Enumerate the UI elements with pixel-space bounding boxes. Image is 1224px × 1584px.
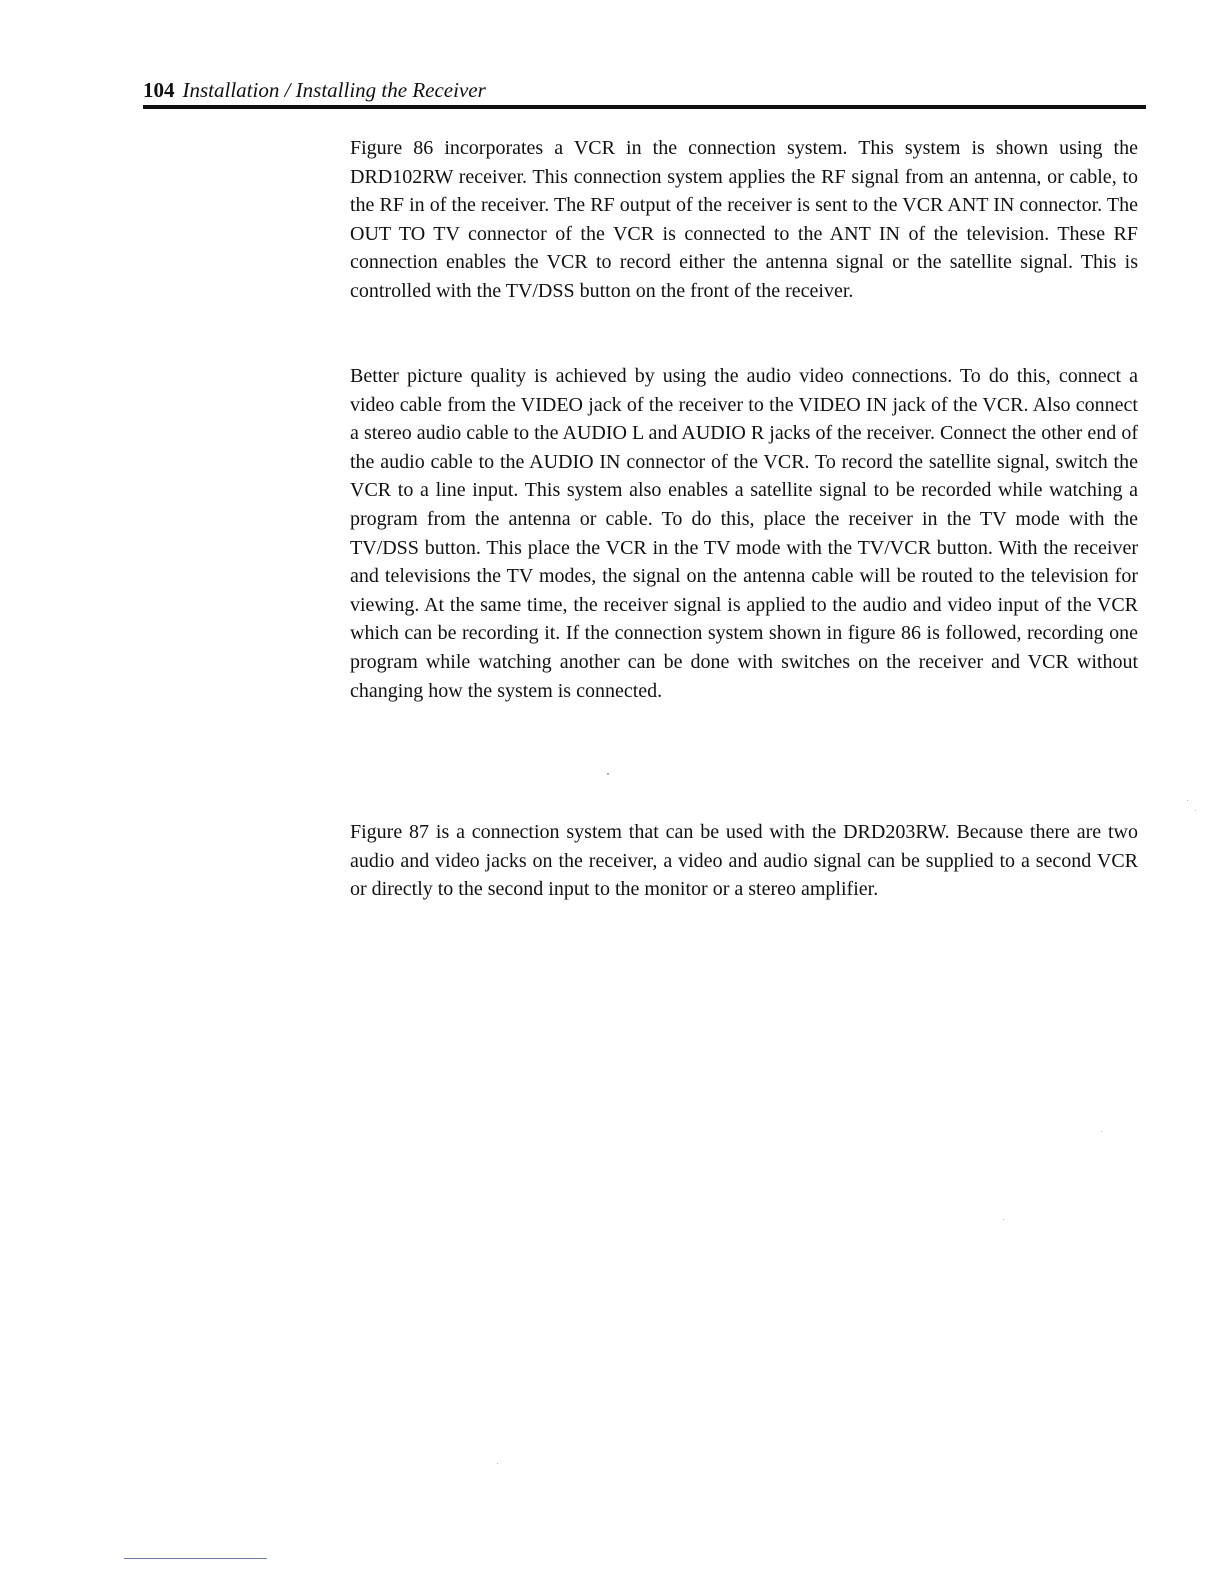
page-number: 104 bbox=[143, 78, 175, 102]
scan-speck bbox=[497, 1463, 498, 1464]
footer-line bbox=[124, 1558, 267, 1559]
paragraph-audio-video-connections: Better picture quality is achieved by using the audio video connections. To do this, connect a video cable from the VIDEO jack of the receiver to the VIDEO IN jack of the VCR. Also connect a stereo audio cable to the AUDIO L and AUDIO R jacks of the receiver. Connect the other end of the audio cable to the AUDIO IN connector of the VCR. To record the satellite signal, switch the VCR to a line input. This system also enables a satellite signal to be recorded while watching a program from the antenna or cable. To do this, place the receiver in the TV mode with the TV/DSS button. This place the VCR in the TV mode with the TV/VCR button. With the receiver and televisions the TV modes, the signal on the antenna cable will be routed to the television for viewing. At the same time, the receiver signal is applied to the audio and video input of the VCR which can be recording it. If the connection system shown in figure 86 is followed, recording one program while watching another can be done with switches on the receiver and VCR without changing how the system is connected. bbox=[350, 365, 1138, 702]
paragraph-figure-86: Figure 86 incorporates a VCR in the connection system. This system is shown using the DRD102RW receiver. This connection system applies the RF signal from an antenna, or cable, to the RF in of the receiver. The RF output of the receiver is sent to the VCR ANT IN connector. The OUT TO TV connector of the VCR is connected to the ANT IN of the television. These RF connection enables the VCR to record either the antenna signal or the satellite signal. This is controlled with the TV/DSS button on the front of the receiver. bbox=[350, 137, 1138, 302]
scan-speck bbox=[1101, 1131, 1102, 1132]
section-title: Installation / Installing the Receiver bbox=[182, 78, 486, 102]
paragraph-figure-87: Figure 87 is a connection system that can be used with the DRD203RW. Because there are two audio and video jacks on the receiver, a video and audio signal can be supplied to a second VCR or directly to the second input to the monitor or a stereo amplifier. bbox=[350, 821, 1138, 901]
scan-speck bbox=[1187, 800, 1188, 801]
scan-speck bbox=[1195, 810, 1196, 811]
header-rule bbox=[143, 105, 1146, 109]
scan-speck bbox=[607, 773, 609, 775]
running-header bbox=[143, 76, 1143, 104]
scan-speck bbox=[1003, 1219, 1004, 1220]
